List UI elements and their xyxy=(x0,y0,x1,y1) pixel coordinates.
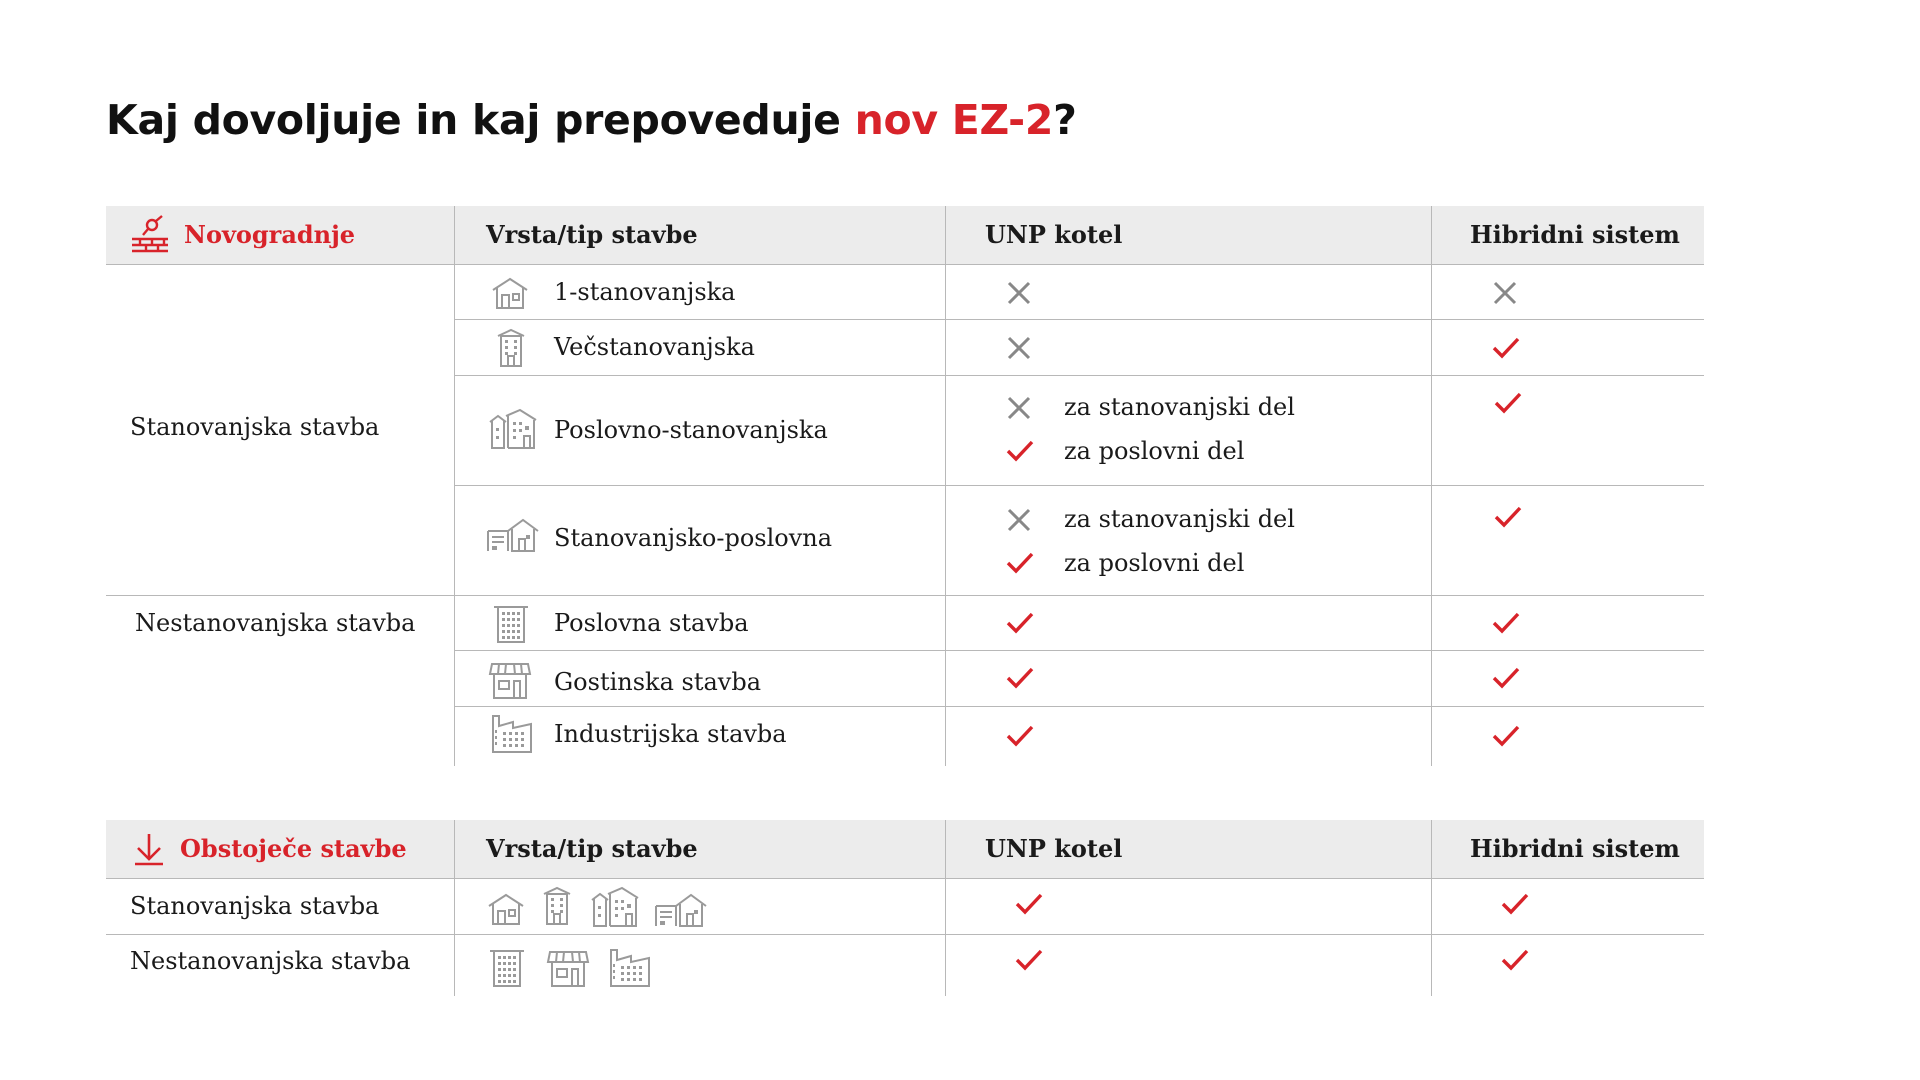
cross-icon xyxy=(1006,507,1032,533)
factory-icon xyxy=(608,948,652,988)
column-divider xyxy=(454,820,455,996)
column-divider xyxy=(945,206,946,766)
residential-business-icon xyxy=(654,892,708,928)
row-type-label: Gostinska stavba xyxy=(554,668,762,696)
page-title: Kaj dovoljuje in kaj prepoveduje nov EZ-2? xyxy=(106,96,1077,144)
check-icon xyxy=(1493,504,1523,530)
restaurant-icon xyxy=(546,950,590,988)
check-icon xyxy=(1500,891,1530,917)
column-header-type: Vrsta/tip stavbe xyxy=(486,220,698,249)
row-divider xyxy=(454,375,1704,376)
column-header-hybrid: Hibridni sistem xyxy=(1470,220,1680,249)
row-type-label: Industrijska stavba xyxy=(554,720,787,748)
check-icon xyxy=(1493,390,1523,416)
column-divider xyxy=(454,206,455,766)
apartment-building-icon xyxy=(494,328,528,368)
row-label: Nestanovanjska stavba xyxy=(130,947,411,975)
check-icon xyxy=(1005,610,1035,636)
group-label-residential: Stanovanjska stavba xyxy=(130,413,380,441)
cross-icon xyxy=(1006,395,1032,421)
title-highlight: nov EZ-2 xyxy=(854,96,1054,144)
check-icon xyxy=(1014,947,1044,973)
section-label: Novogradnje xyxy=(184,220,356,249)
check-icon xyxy=(1491,723,1521,749)
row-type-label: Večstanovanjska xyxy=(554,333,755,361)
cross-icon xyxy=(1006,335,1032,361)
group-label-nonresidential: Nestanovanjska stavba xyxy=(135,609,416,637)
row-divider xyxy=(106,934,1704,935)
mixed-building-icon xyxy=(590,886,640,928)
unp-note: za stanovanjski del xyxy=(1064,393,1295,421)
existing-buildings-table xyxy=(106,820,1704,996)
single-house-icon xyxy=(486,892,526,926)
row-type-label: Stanovanjsko-poslovna xyxy=(554,524,833,552)
check-icon xyxy=(1500,947,1530,973)
check-icon xyxy=(1005,550,1035,576)
column-header-type: Vrsta/tip stavbe xyxy=(486,834,698,863)
section-label: Obstoječe stavbe xyxy=(180,834,407,863)
column-header-unp: UNP kotel xyxy=(985,834,1123,863)
check-icon xyxy=(1014,891,1044,917)
table-header xyxy=(106,206,1704,265)
arrow-down-icon xyxy=(132,832,166,866)
row-divider xyxy=(454,650,1704,651)
check-icon xyxy=(1005,723,1035,749)
row-type-label: Poslovna stavba xyxy=(554,609,749,637)
check-icon xyxy=(1005,665,1035,691)
cross-icon xyxy=(1492,280,1518,306)
check-icon xyxy=(1491,335,1521,361)
residential-business-icon xyxy=(486,517,540,553)
check-icon xyxy=(1005,438,1035,464)
apartment-building-icon xyxy=(540,886,574,926)
check-icon xyxy=(1491,610,1521,636)
column-divider xyxy=(945,820,946,996)
factory-icon xyxy=(490,714,534,754)
column-divider xyxy=(1431,820,1432,996)
mixed-building-icon xyxy=(488,408,538,450)
row-type-label: 1-stanovanjska xyxy=(554,278,736,306)
column-header-unp: UNP kotel xyxy=(985,220,1123,249)
row-divider xyxy=(454,319,1704,320)
single-house-icon xyxy=(490,276,530,310)
group-divider xyxy=(106,595,1704,596)
row-label: Stanovanjska stavba xyxy=(130,892,380,920)
office-building-icon xyxy=(492,604,530,644)
restaurant-icon xyxy=(488,662,532,700)
row-type-label: Poslovno-stanovanjska xyxy=(554,416,828,444)
brick-trowel-icon xyxy=(130,215,170,255)
section-header-new xyxy=(130,206,355,264)
row-divider xyxy=(454,485,1704,486)
section-header-existing xyxy=(132,820,407,878)
column-divider xyxy=(1431,206,1432,766)
unp-note: za stanovanjski del xyxy=(1064,505,1295,533)
unp-note: za poslovni del xyxy=(1064,437,1245,465)
column-header-hybrid: Hibridni sistem xyxy=(1470,834,1680,863)
office-building-icon xyxy=(488,948,526,988)
new-buildings-table xyxy=(106,206,1704,766)
cross-icon xyxy=(1006,280,1032,306)
check-icon xyxy=(1491,665,1521,691)
table-header xyxy=(106,820,1704,879)
unp-note: za poslovni del xyxy=(1064,549,1245,577)
row-divider xyxy=(454,706,1704,707)
